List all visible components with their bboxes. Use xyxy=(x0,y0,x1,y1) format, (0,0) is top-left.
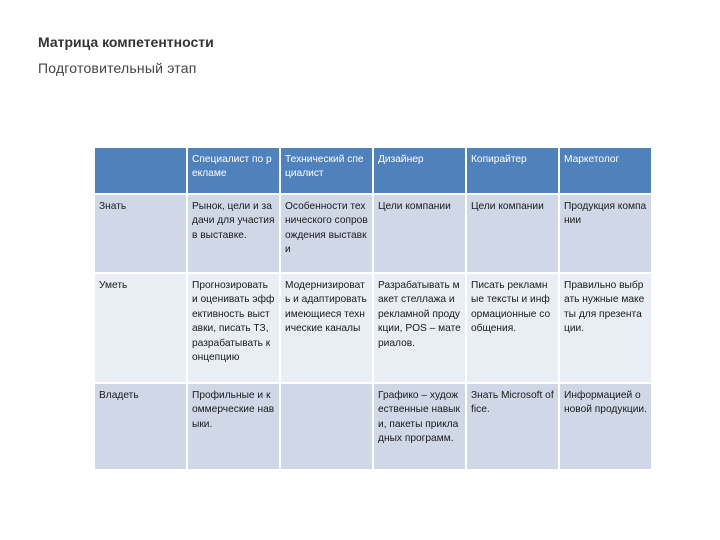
table-cell: Информацией о новой продукции. xyxy=(560,384,651,469)
row-label: Знать xyxy=(95,195,186,272)
table-cell: Разрабатывать макет стеллажа и рекламной продукции, POS – материалов. xyxy=(374,274,465,382)
table-cell: Продукция компании xyxy=(560,195,651,272)
table-cell: Графико – художественные навыки, пакеты прикладных программ. xyxy=(374,384,465,469)
table-cell: Цели компании xyxy=(374,195,465,272)
row-label: Уметь xyxy=(95,274,186,382)
header-cell-empty xyxy=(95,148,186,193)
table-cell: Правильно выбрать нужные макеты для презентации. xyxy=(560,274,651,382)
table-cell: Писать рекламные тексты и информационные сообщения. xyxy=(467,274,558,382)
table-cell: Профильные и коммерческие навыки. xyxy=(188,384,279,469)
header-cell-copywriter: Копирайтер xyxy=(467,148,558,193)
table-row xyxy=(95,384,651,469)
table-cell: Особенности технического сопровождения выставки xyxy=(281,195,372,272)
header-cell-tech-specialist: Технический специалист xyxy=(281,148,372,193)
table-cell: Модернизировать и адаптировать имеющиеся технические каналы xyxy=(281,274,372,382)
header-cell-marketer: Маркетолог xyxy=(560,148,651,193)
table-cell: Знать Microsoft office. xyxy=(467,384,558,469)
page-subtitle: Подготовительный этап xyxy=(38,60,197,76)
table-header-row xyxy=(95,148,651,193)
table-row xyxy=(95,195,651,272)
header-cell-designer: Дизайнер xyxy=(374,148,465,193)
table-cell xyxy=(281,384,372,469)
row-label: Владеть xyxy=(95,384,186,469)
table-cell: Рынок, цели и задачи для участия в выставке. xyxy=(188,195,279,272)
table-cell: Цели компании xyxy=(467,195,558,272)
table-row xyxy=(95,274,651,382)
header-cell-ad-specialist: Специалист по рекламе xyxy=(188,148,279,193)
competence-matrix-table xyxy=(93,146,653,471)
page-title: Матрица компетентности xyxy=(38,34,214,50)
table-cell: Прогнозировать и оценивать эффективность выставки, писать ТЗ, разрабатывать концепцию xyxy=(188,274,279,382)
